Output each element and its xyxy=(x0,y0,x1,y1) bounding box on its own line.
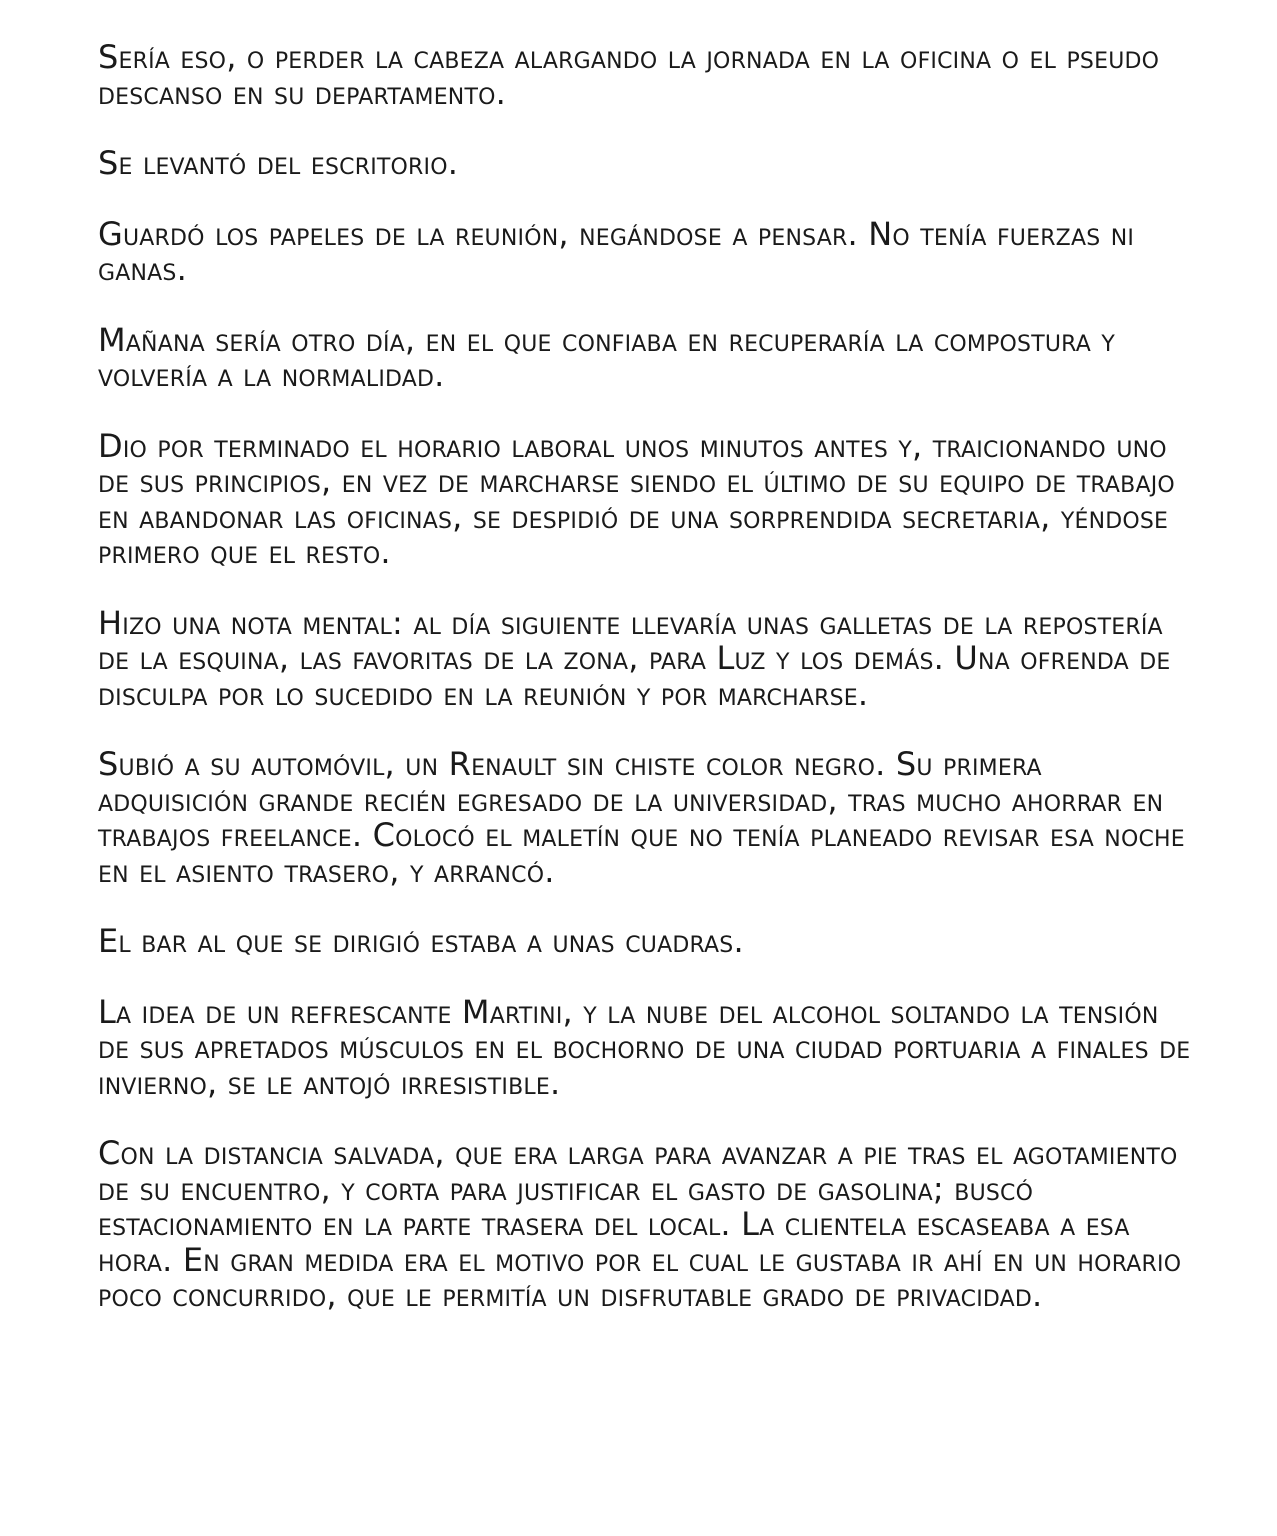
paragraph-2: Se levantó del escritorio. xyxy=(98,144,459,182)
paragraph-8: El bar al que se dirigió estaba a unas cuadras. xyxy=(98,922,744,960)
paragraph-10: Con la distancia salvada, que era larga para avanzar a pie tras el agotamiento de su encuentro, y corta para justificar el gasto de gasolina; buscó estacionamiento en la parte trasera del local. La clientela escaseaba a esa hora. En gran medida era el motivo por el cual le gustaba ir ahí en un horario poco concurrido, que le permitía un disfrutable grado de privacidad. xyxy=(98,1134,1182,1314)
paragraph-7: Subió a su automóvil, un Renault sin chiste color negro. Su primera adquisición grande recién egresado de la universidad, tras mucho ahorrar en trabajos freelance. Colocó el maletín que no tenía planeado revisar esa noche en el asiento trasero, y arrancó. xyxy=(98,745,1185,890)
paragraph-4: Mañana sería otro día, en el que confiaba en recuperaría la compostura y volvería a la normalidad. xyxy=(98,320,1116,394)
paragraph-9: La idea de un refrescante Martini, y la nube del alcohol soltando la tensión de sus apretados músculos en el bochorno de una ciudad portuaria a finales de invierno, se le antojó irresistible. xyxy=(98,992,1191,1102)
paragraph-1: Sería eso, o perder la cabeza alargando la jornada en la oficina o el pseudo descanso en su departamento. xyxy=(98,38,1160,112)
paragraph-3: Guardó los papeles de la reunión, negándose a pensar. No tenía fuerzas ni ganas. xyxy=(98,214,1135,288)
paragraph-5: Dio por terminado el horario laboral unos minutos antes y, traicionando uno de sus principios, en vez de marcharse siendo el último de su equipo de trabajo en abandonar las oficinas, se despidió de una sorprendida secretaria, yéndose primero que el resto. xyxy=(98,426,1175,571)
document-body xyxy=(98,40,1198,1349)
paragraph-6: Hizo una nota mental: al día siguiente llevaría unas galletas de la repostería de la esquina, las favoritas de la zona, para Luz y los demás. Una ofrenda de disculpa por lo sucedido en la reunión y por marcharse. xyxy=(98,603,1171,713)
